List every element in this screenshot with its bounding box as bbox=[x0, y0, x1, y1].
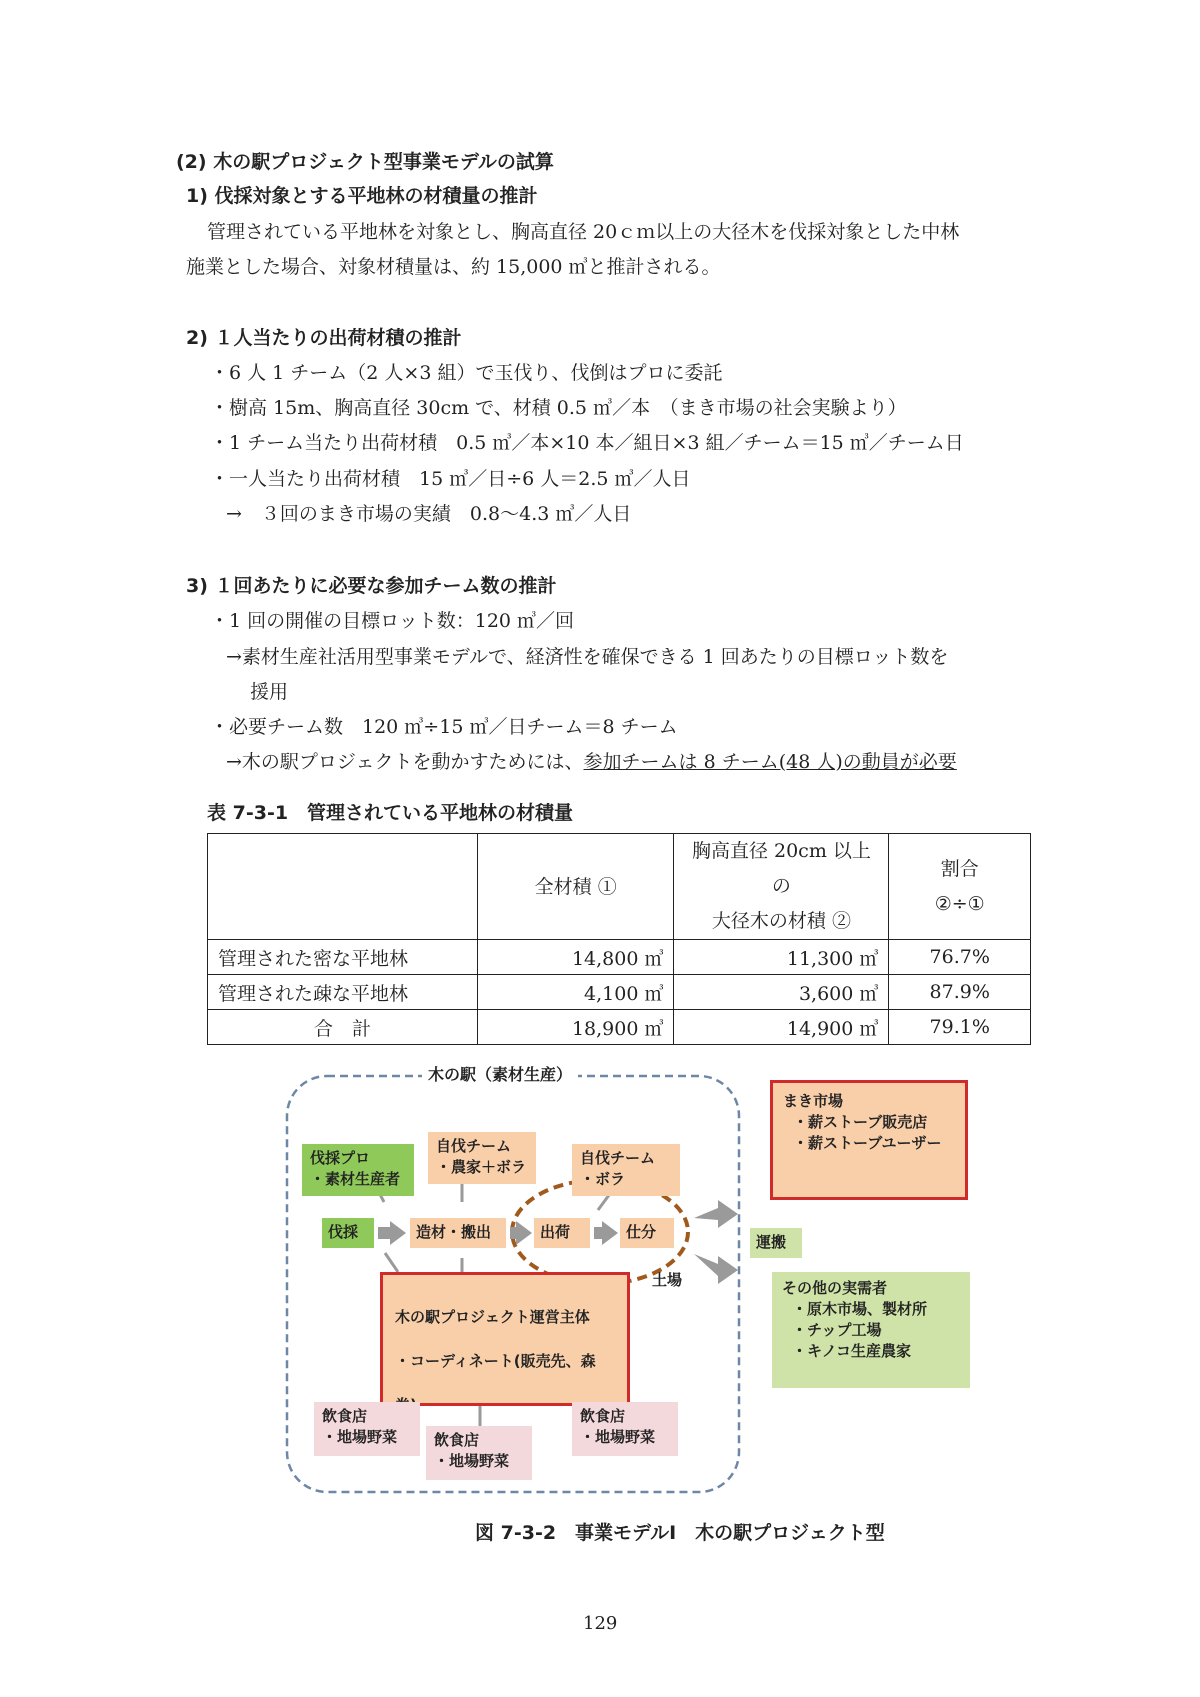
box-line: ・地場野菜 bbox=[322, 1428, 398, 1446]
table-cell: 11,300 ㎥ bbox=[674, 940, 889, 975]
bullet-line: 援用 bbox=[250, 681, 289, 703]
bullet-line: ・1 回の開催の目標ロット数：120 ㎥／回 bbox=[210, 610, 575, 632]
table-row bbox=[208, 940, 1031, 975]
bullet-line: →素材生産社活用型事業モデルで、経済性を確保できる 1 回あたりの目標ロット数を bbox=[226, 646, 949, 668]
table-cell: 18,900 ㎥ bbox=[477, 1010, 674, 1045]
header-line: 大径木の材積 ② bbox=[711, 910, 851, 932]
page-number: 129 bbox=[583, 1613, 618, 1634]
box-line: 飲食店 bbox=[322, 1407, 368, 1425]
inshokuten-box-1 bbox=[314, 1402, 420, 1456]
bassai-pro-box bbox=[302, 1144, 414, 1196]
table-row bbox=[208, 975, 1031, 1010]
box-line: ・地場野菜 bbox=[434, 1452, 510, 1470]
bullet-line: ・6 人 1 チーム（2 人×3 組）で玉伐り、伐倒はプロに委託 bbox=[210, 362, 723, 384]
box-line: 飲食店 bbox=[434, 1431, 480, 1449]
header-cell-empty bbox=[208, 834, 478, 940]
box-line: 飲食店 bbox=[580, 1407, 626, 1425]
bullet-line: ・1 チーム当たり出荷材積 0.5 ㎥／本×10 本／組日×3 組／チーム＝15 ㎥／チーム日 bbox=[210, 432, 964, 454]
box-line: その他の実需者 bbox=[782, 1279, 888, 1297]
header-line: 胸高直径 20cm 以上の bbox=[691, 840, 871, 897]
table-cell: 管理された密な平地林 bbox=[208, 940, 478, 975]
box-line: ・薪ストーブユーザー bbox=[793, 1134, 942, 1152]
subsection-2-title: 2) １人当たりの出荷材積の推計 bbox=[186, 327, 462, 349]
jibatsu-team-2-box bbox=[572, 1144, 680, 1196]
conclusion-text: →木の駅プロジェクトを動かすためには、 bbox=[226, 751, 584, 773]
frame-label: 木の駅（素材生産） bbox=[422, 1062, 578, 1087]
table-caption: 表 7-3-1 管理されている平地林の材積量 bbox=[207, 802, 574, 824]
table-cell: 管理された疎な平地林 bbox=[208, 975, 478, 1010]
figure-caption: 図 7-3-2 事業モデルⅠ 木の駅プロジェクト型 bbox=[475, 1522, 885, 1544]
bullet-line: ・必要チーム数 120 ㎥÷15 ㎥／日チーム＝8 チーム bbox=[210, 716, 678, 738]
arrow-to-maki bbox=[694, 1200, 738, 1228]
paragraph-line: 管理されている平地林を対象とし、胸高直径 20ｃｍ以上の大径木を伐採対象とした中林 bbox=[207, 221, 960, 243]
header-cell-ratio bbox=[889, 834, 1031, 940]
bullet-line: → ３回のまき市場の実績 0.8～4.3 ㎥／人日 bbox=[226, 503, 632, 525]
connector-line bbox=[385, 1253, 398, 1272]
box-line: ・薪ストーブ販売店 bbox=[793, 1113, 928, 1131]
inshokuten-box-3 bbox=[572, 1402, 678, 1456]
box-line: ・地場野菜 bbox=[580, 1428, 656, 1446]
subsection-3-title: 3) １回あたりに必要な参加チーム数の推計 bbox=[186, 575, 557, 597]
header-line: ②÷① bbox=[934, 892, 985, 915]
unei-shutai-box bbox=[380, 1272, 630, 1406]
box-line: まき市場 bbox=[783, 1092, 844, 1110]
table-cell: 76.7% bbox=[889, 940, 1031, 975]
table-cell: 合 計 bbox=[208, 1010, 478, 1045]
box-line: ・チップ工場 bbox=[792, 1321, 882, 1339]
table-cell: 87.9% bbox=[889, 975, 1031, 1010]
flow-bassai: 伐採 bbox=[322, 1218, 374, 1248]
flow-shukka: 出荷 bbox=[534, 1218, 590, 1248]
box-line: ・コーディネート(販売先、森 bbox=[395, 1352, 596, 1370]
flow-arrow-head bbox=[516, 1221, 532, 1245]
box-line: 自伐チーム bbox=[580, 1149, 656, 1167]
flow-shiwake: 仕分 bbox=[620, 1218, 674, 1248]
box-line: ・素材生産者 bbox=[310, 1170, 401, 1188]
paragraph-line: 施業とした場合、対象材積量は、約 15,000 ㎥と推計される。 bbox=[186, 256, 721, 278]
conclusion-underlined: 参加チームは 8 チーム(48 人)の動員が必要 bbox=[583, 751, 957, 773]
bullet-line bbox=[226, 750, 957, 774]
table-cell: 14,900 ㎥ bbox=[674, 1010, 889, 1045]
doba-label: 土場 bbox=[652, 1271, 683, 1289]
box-line: 木の駅プロジェクト運営主体 bbox=[395, 1308, 590, 1326]
header-cell-large bbox=[674, 834, 889, 940]
table-cell: 14,800 ㎥ bbox=[477, 940, 674, 975]
box-line: ・農家＋ボラ bbox=[436, 1158, 527, 1176]
flow-arrow-head bbox=[602, 1221, 618, 1245]
subsection-1-title: 1) 伐採対象とする平地林の材積量の推計 bbox=[186, 185, 538, 207]
table-row bbox=[208, 1010, 1031, 1045]
header-cell-total: 全材積 ① bbox=[477, 834, 674, 940]
business-model-diagram bbox=[280, 1060, 980, 1500]
flow-zouzai: 造材・搬出 bbox=[410, 1218, 506, 1248]
sonota-jitsujusha-box bbox=[772, 1272, 970, 1388]
header-line: 割合 bbox=[940, 857, 979, 880]
flow-arrow-head bbox=[390, 1221, 406, 1245]
table-cell: 4,100 ㎥ bbox=[477, 975, 674, 1010]
table-header-row bbox=[208, 834, 1031, 940]
box-line: 伐採プロ bbox=[310, 1149, 371, 1167]
arrow-to-sonota bbox=[694, 1254, 738, 1284]
bullet-line: ・樹高 15m、胸高直径 30cm で、材積 0.5 ㎥／本 （まき市場の社会実験より） bbox=[210, 397, 907, 419]
jibatsu-team-1-box bbox=[428, 1132, 536, 1184]
box-line: 自伐チーム bbox=[436, 1137, 512, 1155]
box-line: ・原木市場、製材所 bbox=[792, 1300, 928, 1318]
maki-ichiba-box bbox=[770, 1080, 968, 1200]
bullet-line: ・一人当たり出荷材積 15 ㎥／日÷6 人＝2.5 ㎥／人日 bbox=[210, 468, 691, 490]
inshokuten-box-2 bbox=[426, 1426, 532, 1480]
volume-table bbox=[207, 833, 1031, 1045]
box-line: ・キノコ生産農家 bbox=[792, 1342, 911, 1360]
table-cell: 79.1% bbox=[889, 1010, 1031, 1045]
box-line: ・ボラ bbox=[580, 1170, 626, 1188]
section-heading: (2) 木の駅プロジェクト型事業モデルの試算 bbox=[176, 151, 554, 173]
unpan-label: 運搬 bbox=[750, 1228, 802, 1258]
table-cell: 3,600 ㎥ bbox=[674, 975, 889, 1010]
